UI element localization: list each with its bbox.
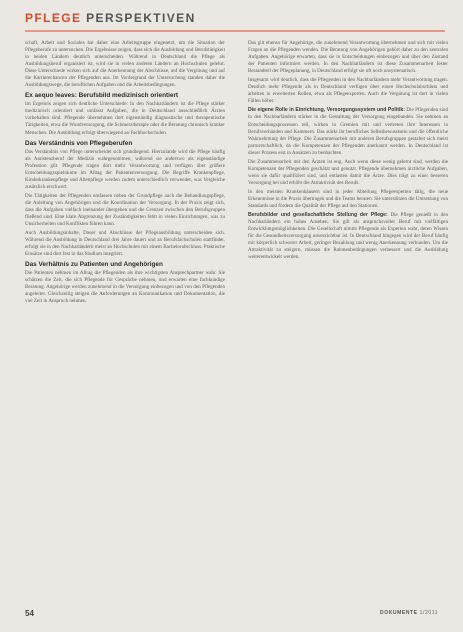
paragraph [248, 107, 448, 156]
paragraph: Im Ergebnis zeigen sich deutliche Unterschiede: In den Nachbarländern ist die Pflege stärker medizinisch orientiert und umfasst Aufgaben, die in Deutschland ausschließlich Ärzten vorbehalten sind. Pflegende übernehmen dort eigenständig diagnostische und therapeutische Tätigkeiten, etwa die Wundversorgung, die Schmerztherapie oder die Beratung chronisch kranker Menschen. Die Ausbildung erfolgt überwiegend an Fachhochschulen. [25, 101, 225, 136]
right-column [248, 40, 448, 263]
paragraph: Das gilt ebenso für Angehörige, die zunehmend Verantwortung übernehmen und sich mit vielen Fragen an die Pflegenden wenden. Die Beratung von Angehörigen gehört daher zu den zentralen Aufgaben. Angehörige erwarten, dass sie in Entscheidungen einbezogen und über den Zustand der Patienten informiert werden. In den Nachbarländern ist diese Zusammenarbeit fester Bestandteil der Pflegeplanung, in Deutschland erfolgt sie oft noch unsystematisch. [248, 40, 448, 75]
paragraph: Auch Ausbildungsinhalte, Dauer und Abschlüsse der Pflegeausbildung unterscheiden sich. Während die Ausbildung in Deutschland drei Jahre dauert und an Berufsfachschulen stattfindet, erfolgt sie in den Nachbarländern meist an Hochschulen mit einem Bachelorabschluss. Praktische Einsätze sind dort fest in das Studium integriert. [25, 230, 225, 258]
lead-in-1: Die eigene Rolle in Einrichtung, Versorgungssystem und Politik: [248, 107, 405, 114]
section-heading-1: Ex aequo leaves: Berufsbild medizinisch orientiert [25, 92, 179, 100]
paragraph: In den meisten Krankenhäusern sind in jeder Abteilung Pflegeexperten tätig, die neue Erkenntnisse in die Praxis übertragen und die Teams beraten. Sie unterstützen die Umsetzung von Standards und fördern die Qualität der Pflege auf den Stationen. [248, 188, 448, 210]
section-heading-2: Das Verständnis von Pflegeberufen [25, 139, 133, 147]
page-header [25, 11, 196, 29]
left-column [25, 40, 225, 308]
header-section: PERSPEKTIVEN [86, 11, 196, 25]
paragraph: Die Zusammenarbeit mit den Ärzten ist eng. Auch wenn diese wenig gelernt sind, werden die Kompetenzen der Pflegenden geschätzt und genutzt. Pflegende übernehmen ärztliche Aufgaben, wenn sie dafür qualifiziert sind, und entlasten damit die Ärzte. Dies trägt zu einer besseren Versorgung bei und erhöht die Attraktivität des Berufs. [248, 158, 448, 186]
page-number: 54 [25, 609, 34, 618]
issue-number: 1/2011 [419, 610, 439, 616]
paragraph: Insgesamt wird deutlich, dass die Pflegenden in den Nachbarländern mehr Verantwortung tragen. Deutlich mehr Pflegende als in Deutschland verfügen über einen Hochschulabschluss und arbeiten in erweiterten Rollen, etwa als Pflegeexperten. Auch die Vergütung ist dort in vielen Fällen höher. [248, 77, 448, 105]
paragraph: Das Verständnis von Pflege unterscheidet sich grundlegend. Hierzulande wird die Pflege häufig als Assistenzberuf der Medizin wahrgenommen, während sie anderswo als eigenständige Profession gilt. Pflegende tragen dort mehr Verantwortung und verfügen über größere Entscheidungsspielräume im Alltag der Patientenversorgung. Die Begriffe Krankenpflege, Kinderkrankenpflege und Altenpflege werden zudem unterschiedlich verwendet, was Vergleiche zusätzlich erschwert. [25, 148, 225, 190]
footer-publication [380, 610, 438, 616]
paragraph [248, 212, 448, 261]
publication-name: DOKUMENTE [380, 610, 418, 616]
paragraph: Die Patienten nehmen im Alltag die Pflegenden als ihre wichtigsten Ansprechpartner wahr. Sie schätzen die Zeit, die sich Pflegende für Gespräche nehmen, und erwarten eine fachkundige Beratung. Angehörige werden zunehmend in die Versorgung einbezogen und von den Pflegenden angeleitet. Gleichzeitig steigen die Anforderungen an Kommunikation und Dokumentation, die viel Zeit in Anspruch nehmen. [25, 270, 225, 305]
paragraph-text: Die Pflegenden sind in den Nachbarländern stärker in die Gestaltung der Versorgung eingebunden. Sie nehmen an Entscheidungsprozessen teil, wirken in Gremien mit und vertreten ihre Interessen in Berufsverbänden und Kammern. Das stärkt ihr berufliches Selbstbewusstsein und die öffentliche Wahrnehmung der Pflege. Die Zusammenarbeit mit anderen Berufsgruppen gestaltet sich meist partnerschaftlich, da die Kompetenzen der Pflegenden anerkannt werden. In Deutschland ist dieser Prozess erst in Ansätzen zu beobachten. [248, 107, 448, 156]
paragraph-text: Die Pflege genießt in den Nachbarländern ein hohes Ansehen. Sie gilt als anspruchsvoller Beruf mit vielfältigen Entwicklungsmöglichkeiten. Die Gesellschaft nimmt Pflegende als Experten wahr, deren Wissen für die Gesundheitsversorgung unverzichtbar ist. In Deutschland hingegen wird der Beruf häufig mit körperlich schwerer Arbeit, geringer Bezahlung und wenig Anerkennung verbunden. Um die Attraktivität zu steigern, müssen die Rahmenbedingungen verbessert und die Ausbildung weiterentwickelt werden. [248, 212, 448, 261]
header-rule [25, 30, 445, 32]
intro-paragraph: schaft, Arbeit und Soziales hat daher eine Arbeitsgruppe eingesetzt, um die Situation der Pflegeberufe zu untersuchen. Die Ergebnisse zeigen, dass sich die Ausbildung und Berufstätigkeit in beiden Ländern deutlich unterscheiden. Während in Deutschland die Pflege als Ausbildungsberuf organisiert ist, wird sie in vielen anderen Ländern an Hochschulen gelehrt. Diese Unterschiede wirken sich auf die Anerkennung der Abschlüsse, auf die Vergütung und auf die Karrierechancen der Pflegenden aus. Im Vordergrund der Untersuchung standen daher die Ausbildungswege, die beruflichen Aufgaben und die Arbeitsbedingungen. [25, 40, 225, 89]
paragraph: Die Tätigkeiten der Pflegenden umfassen neben der Grundpflege auch die Behandlungspflege, die Anleitung von Angehörigen und die Koordination der Versorgung. In der Praxis zeigt sich, dass die Aufgaben vielfach ineinander übergehen und die Grenzen zwischen den Berufsgruppen fließend sind. Eine klare Abgrenzung der Zuständigkeiten fehlt in vielen Einrichtungen, was zu Unsicherheiten und Konflikten führen kann. [25, 192, 225, 228]
header-brand: PFLEGE [25, 11, 82, 25]
section-heading-3: Das Verhältnis zu Patienten und Angehörigen [25, 261, 163, 269]
lead-in-2: Berufsbilder und gesellschaftliche Stellung der Pflege: [248, 212, 388, 219]
